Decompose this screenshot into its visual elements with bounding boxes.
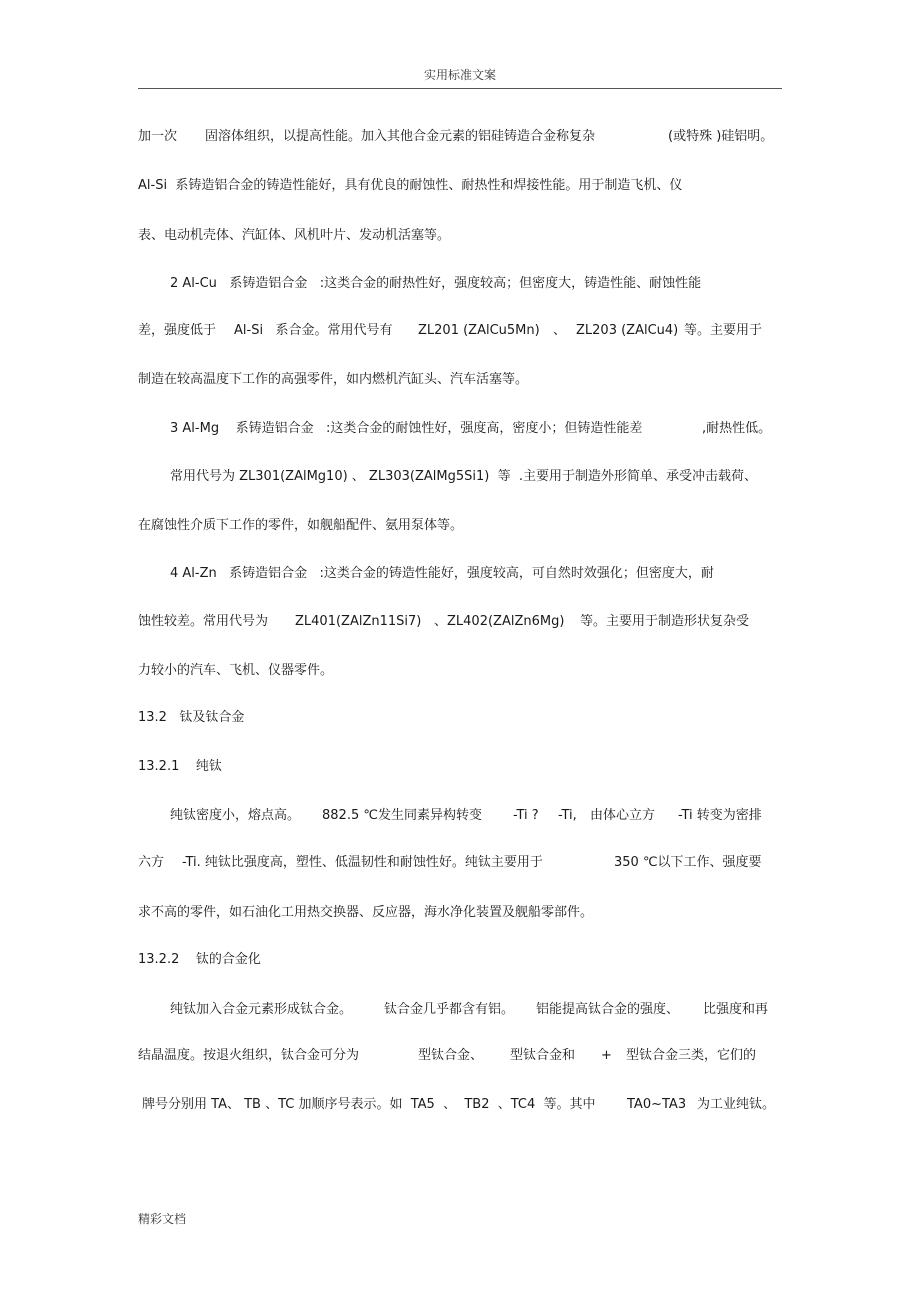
text-segment: TA0~TA3 — [627, 1097, 687, 1112]
page-header-title: 实用标准文案 — [423, 68, 496, 82]
text-segment: 型钛合金和 — [510, 1048, 576, 1063]
text-line — [0, 516, 920, 536]
text-line — [0, 1000, 920, 1020]
text-segment: ZL401(ZAlZn11Si7) — [295, 614, 422, 629]
text-segment: 加一次 — [138, 129, 178, 144]
text-line — [0, 127, 920, 147]
text-segment: 铝能提高钛合金的强度、 — [536, 1002, 680, 1017]
text-line — [0, 176, 920, 196]
text-segment: -Ti. 纯钛比强度高，塑性、低温韧性和耐蚀性好。纯钛主要用于 — [182, 855, 543, 870]
text-segment: 表、电动机壳体、汽缸体、风机叶片、发动机活塞等。 — [138, 228, 451, 243]
text-line — [0, 806, 920, 826]
text-segment: 型钛合金、 — [418, 1048, 484, 1063]
subsection-heading — [0, 757, 920, 777]
text-segment: 结晶温度。按退火组织，钛合金可分为 — [138, 1048, 360, 1063]
subsection-heading-text: 13.2.2 钛的合金化 — [138, 952, 261, 967]
text-segment: 2 Al-Cu 系铸造铝合金 :这类合金的耐热性好，强度较高；但密度大，铸造性能、耐蚀性能 — [170, 276, 702, 291]
text-line — [0, 853, 920, 873]
text-line — [0, 1046, 920, 1066]
text-segment: ZL203 (ZAlCu4) — [576, 323, 679, 338]
text-line — [0, 370, 920, 390]
text-line — [0, 419, 920, 439]
text-line — [0, 467, 920, 487]
section-heading-text: 13.2 钛及钛合金 — [138, 710, 245, 725]
text-segment: 882.5 ℃发生同素异构转变 — [322, 808, 482, 823]
text-segment: Al-Si 系合金。常用代号有 — [234, 323, 393, 338]
text-line — [0, 903, 920, 923]
text-line — [0, 274, 920, 294]
text-segment: 纯钛加入合金元素形成钛合金。 — [170, 1002, 353, 1017]
text-line — [0, 1095, 920, 1115]
text-segment: 等。主要用于 — [684, 323, 763, 338]
text-segment: (或特殊 )硅铝明。 — [668, 129, 774, 144]
header-divider — [138, 88, 782, 89]
text-segment: -Ti 转变为密排 — [678, 808, 762, 823]
section-heading — [0, 708, 920, 728]
text-segment: 比强度和再 — [703, 1002, 769, 1017]
text-segment: 差，强度低于 — [138, 323, 217, 338]
text-segment: 等。主要用于制造形状复杂受 — [580, 614, 750, 629]
text-segment: 六方 — [138, 855, 165, 870]
text-segment: 求不高的零件，如石油化工用热交换器、反应器，海水净化装置及舰船零部件。 — [138, 905, 594, 920]
text-segment: 由体心立方 — [590, 808, 656, 823]
text-segment: 牌号分别用 TA、 TB 、TC 加顺序号表示。如 TA5 、 TB2 、TC4 等。其中 — [142, 1097, 596, 1112]
text-segment: ,耐热性低。 — [702, 421, 772, 436]
text-segment: 蚀性较差。常用代号为 — [138, 614, 269, 629]
text-segment: 纯钛密度小，熔点高。 — [170, 808, 301, 823]
text-segment: ZL201 (ZAlCu5Mn) — [418, 323, 540, 338]
text-segment: -Ti, — [558, 808, 577, 823]
text-line — [0, 564, 920, 584]
text-segment: 力较小的汽车、飞机、仪器零件。 — [138, 663, 334, 678]
text-segment: 4 Al-Zn 系铸造铝合金 :这类合金的铸造性能好，强度较高，可自然时效强化；但密度大，耐 — [170, 566, 714, 581]
subsection-heading-text: 13.2.1 纯钛 — [138, 759, 222, 774]
page-footer-text: 精彩文档 — [138, 1212, 187, 1226]
text-line — [0, 661, 920, 681]
text-segment: -Ti ? — [513, 808, 539, 823]
text-segment: 固溶体组织，以提高性能。加入其他合金元素的铝硅铸造合金称复杂 — [205, 129, 596, 144]
text-segment: 为工业纯钛。 — [697, 1097, 776, 1112]
text-segment: 350 ℃以下工作、强度要 — [614, 855, 762, 870]
text-segment: Al-Si 系铸造铝合金的铸造性能好，具有优良的耐蚀性、耐热性和焊接性能。用于制造飞机、仪 — [138, 178, 683, 193]
text-segment: 型钛合金三类，它们的 — [626, 1048, 757, 1063]
text-line — [0, 321, 920, 341]
text-segment: 钛合金几乎都含有铝。 — [384, 1002, 515, 1017]
text-segment: 在腐蚀性介质下工作的零件，如舰船配件、氨用泵体等。 — [138, 518, 464, 533]
text-line — [0, 612, 920, 632]
text-line — [0, 226, 920, 246]
subsection-heading — [0, 950, 920, 970]
text-segment: 制造在较高温度下工作的高强零件，如内燃机汽缸头、汽车活塞等。 — [138, 372, 529, 387]
text-segment: 常用代号为 ZL301(ZAlMg10) 、 ZL303(ZAlMg5Si1) 等 .主要用于制造外形简单、承受冲击载荷、 — [170, 469, 757, 484]
text-segment: 、ZL402(ZAlZn6Mg) — [434, 614, 565, 629]
text-segment: 3 Al-Mg 系铸造铝合金 :这类合金的耐蚀性好，强度高，密度小；但铸造性能差 — [170, 421, 643, 436]
text-segment: + — [601, 1048, 612, 1063]
text-segment: 、 — [553, 323, 567, 338]
